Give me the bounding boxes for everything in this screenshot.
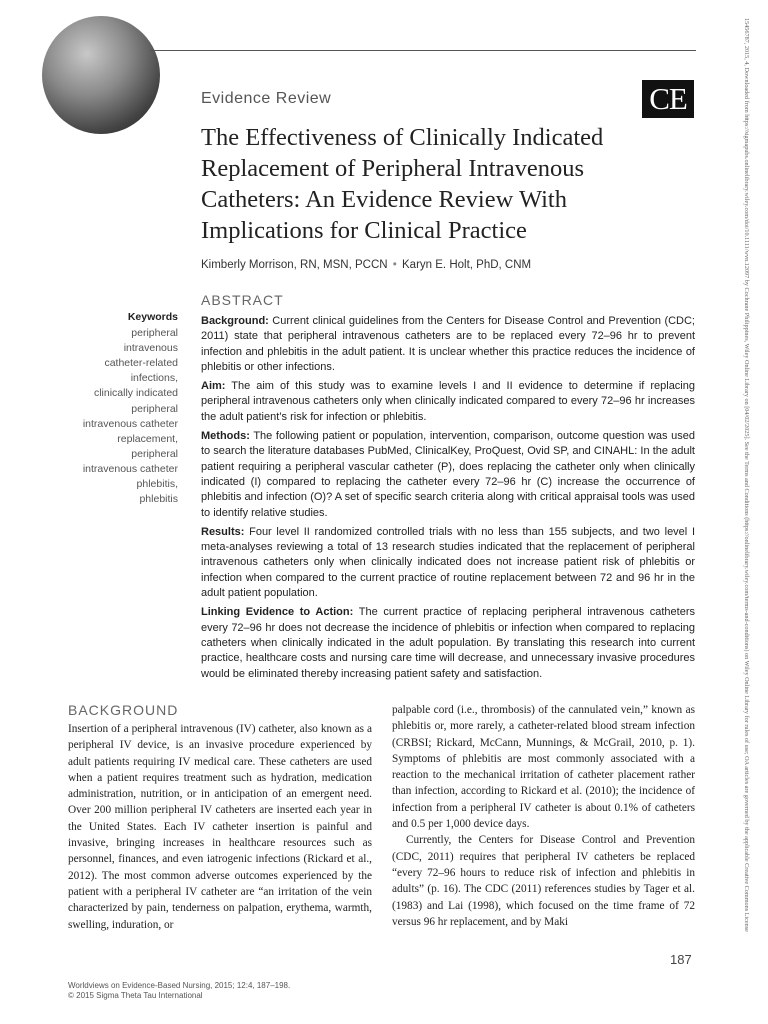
author-line — [201, 259, 531, 271]
body-column-left — [68, 721, 372, 933]
ce-badge: CE — [642, 80, 694, 118]
abstract-aim — [201, 379, 695, 425]
background-heading: BACKGROUND — [68, 702, 179, 718]
journal-citation: Worldviews on Evidence-Based Nursing, 2015; 12:4, 187–198. — [68, 981, 291, 990]
abstract-aim-label: Aim: — [201, 380, 226, 393]
abstract-linking-label: Linking Evidence to Action: — [201, 606, 354, 619]
keywords-block — [60, 310, 178, 507]
abstract-background-label: Background: — [201, 315, 269, 327]
page-number: 187 — [670, 952, 692, 967]
abstract-heading: ABSTRACT — [201, 292, 284, 308]
download-notice: 15456787, 2015, 4, Downloaded from https://sigmapubs.onlinelibrary.wiley.com/doi/10.1111/wvn.12097 by Cochrane Philippines, Wiley Online Library on [04/02/2025]. See the Terms and Conditions (https://onlinelibrary.wiley.com/terms-and-conditions) on Wiley Online Library for rules of use; OA articles are governed by the applicable Creative Commons License — [743, 18, 750, 932]
abstract-methods-label: Methods: — [201, 430, 250, 443]
abstract-background-text: Current clinical guidelines from the Centers for Disease Control and Prevention (CDC; 2011) state that peripheral intravenous catheters are to be replaced every 72–96 hr to prevent infection and phlebitis in the adult patient. It is unclear whether this practice reduces the incidence of phlebitis or other infections. — [201, 315, 695, 373]
abstract-background — [201, 314, 695, 375]
body-paragraph: Currently, the Centers for Disease Control and Prevention (CDC, 2011) requires that peripheral IV catheters be replaced “every 72–96 hours to reduce risk of infection and phlebitis in adults” (p. 16). The CDC (2011) references studies by Tager et al. (1983) and Lai (1998), which focused on the time frame of 72 versus 96 hr replacement, and by Maki — [392, 834, 695, 928]
author-2: Karyn E. Holt, PhD, CNM — [402, 259, 532, 271]
abstract-linking — [201, 605, 695, 681]
abstract-results-text: Four level II randomized controlled trials with no less than 155 subjects, and two level I meta-analyses reviewing a total of 13 research studies indicated that the replacement of peripheral intravenous catheters only when clinically indicated does not increase patient risk of phlebitis or infection when compared to the current practice of routine replacement between 72 and 96 hr in the adult patient population. — [201, 525, 695, 600]
abstract-results-label: Results: — [201, 525, 245, 538]
body-column-right — [392, 702, 695, 930]
copyright-line: © 2015 Sigma Theta Tau International — [68, 991, 203, 1000]
section-label: Evidence Review — [201, 90, 332, 107]
header-rule — [150, 50, 696, 51]
body-paragraph: Insertion of a peripheral intravenous (IV) catheter, also known as a peripheral IV device, is an invasive procedure experienced by adult patients requiring IV medical care. These catheters are used when a patient requires treatment such as hydration, medication administration, nutrition, or in anticipation of an emergent need. Over 200 million peripheral IV catheters are inserted each year in the United States. Each IV catheter insertion is painful and invasive, bringing increases in healthcare resources such as personnel, finances, and even iatrogenic infections (Rickard et al., 2012). The most common adverse outcomes experienced by the patient with a peripheral IV catheter are “an irritation of the vein characterized by pain, tenderness on palpation, erythema, warmth, swelling, induration, or — [68, 723, 372, 931]
keywords-heading: Keywords — [127, 311, 178, 323]
abstract-methods-text: The following patient or population, intervention, comparison, outcome question was used to search the literature databases PubMed, ClinicalKey, ProQuest, Ovid SP, and CINAHL: In the adult patient requiring a peripheral vascular catheter (P), does replacing the catheter only when clinically indicated (I) compared to replacing the catheter every 72–96 hr (C) increase the occurrence of phlebitis and infection (O)? A set of specific search criteria along with critical appraisal tools was used to identify relative studies. — [201, 430, 695, 519]
abstract-body — [201, 314, 695, 686]
abstract-results — [201, 525, 695, 601]
journal-logo-sphere — [42, 16, 160, 134]
page-footer — [68, 981, 290, 1001]
article-title: The Effectiveness of Clinically Indicated Replacement of Peripheral Intravenous Catheters: An Evidence Review With Implications for Clinical Practice — [201, 124, 604, 244]
keywords-list: peripheral intravenous catheter-related infections, clinically indicated peripheral intravenous catheter replacement, peripheral intravenous catheter phlebitis, phlebitis — [82, 327, 178, 506]
abstract-aim-text: The aim of this study was to examine levels I and II evidence to determine if replacing peripheral intravenous catheters only when clinically indicated compared to every 72–96 hr increases the adult patient’s risk for infection or phlebitis. — [201, 380, 695, 423]
author-separator: • — [392, 259, 397, 271]
body-paragraph: palpable cord (i.e., thrombosis) of the cannulated vein,” known as phlebitis or, more rarely, a catheter-related blood stream infection (CRBSI; Rickard, McCann, Munnings, & McGrail, 2010, p. 1). Symptoms of phlebitis are most commonly associated with a reaction to the mechanical irritation of catheter placement rather than infection, according to Rickard et al. (2010); the incidence of infection from a peripheral IV catheter is about 0.1% of catheters and 0.5 per 1,000 device days. — [392, 704, 695, 831]
abstract-methods — [201, 429, 695, 521]
abstract-linking-text: The current practice of replacing peripheral intravenous catheters every 72–96 hr does not decrease the incidence of phlebitis or infection when compared to replacing catheters when clinically indicated in the adult population. By translating this research into current practice, healthcare costs and nursing care time will decrease, and unnecessary invasive procedures would be eliminated thereby increasing patient safety and satisfaction. — [201, 606, 695, 680]
author-1: Kimberly Morrison, RN, MSN, PCCN — [201, 259, 388, 271]
